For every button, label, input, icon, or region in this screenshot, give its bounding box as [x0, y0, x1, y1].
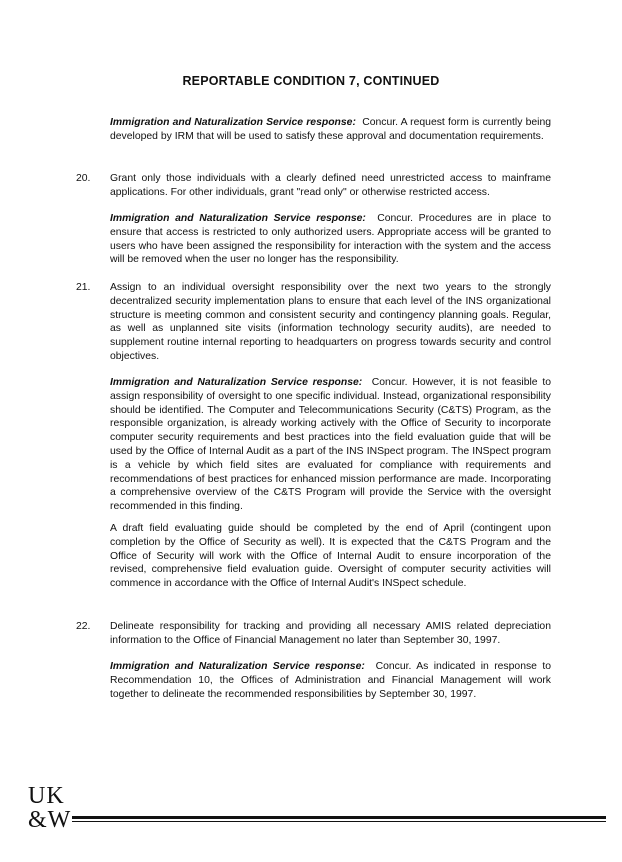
- response-paragraph: [110, 660, 551, 701]
- response-text: Concur. Procedures are in place to ensure that access is restricted to only authorized users. Appropriate access will be granted to users who have been assigned the responsibility for interaction with the system and the access will be removed when the user no longer has the responsibility.: [110, 213, 551, 266]
- response-lead: Immigration and Naturalization Service response:: [110, 377, 363, 388]
- recommendation-text: Assign to an individual oversight responsibility over the next two years to the strongly decentralized security implementation plans to ensure that each level of the INS organizational structure is meeting common and consistent security and contingency planning goals. Regular, as well as unplanned site visits (information technology security audits), are needed to supplement routine internal reporting to headquarters on progress towards security and control objectives.: [110, 282, 551, 362]
- item-number: 21.: [76, 282, 91, 293]
- response-paragraph: [110, 212, 551, 267]
- response-paragraph: [110, 376, 551, 514]
- logo-line2: &W: [28, 807, 72, 833]
- page-title: REPORTABLE CONDITION 7, CONTINUED: [182, 74, 440, 88]
- logo-line1: UK: [28, 783, 65, 809]
- footer-rule: [72, 816, 606, 819]
- response-paragraph: [110, 116, 551, 144]
- firm-logo: [28, 784, 71, 832]
- followup-paragraph: A draft field evaluating guide should be completed by the end of April (contingent upon completion by the Office of Security as well). It is expected that the C&TS Program and the Office of Security will work with the Office of Internal Audit to ensure incorporation of the revised, comprehensive field evaluation guide. Oversight of computer security activities will commence in accordance with the Office of Internal Audit's INSpect schedule.: [110, 523, 551, 590]
- item-number: 22.: [76, 621, 91, 632]
- response-lead: Immigration and Naturalization Service response:: [110, 213, 366, 224]
- response-lead: Immigration and Naturalization Service response:: [110, 117, 356, 128]
- response-lead: Immigration and Naturalization Service response:: [110, 661, 365, 672]
- item-number: 20.: [76, 173, 91, 184]
- response-text: Concur. However, it is not feasible to assign responsibility of oversight to one specific individual. Instead, organizational responsibility should be identified. The Computer and Telecommunications Security (C&TS) Program, as the responsible organization, is already working actively with the Office of Security to incorporate computer security requirements and best practices into the field evaluation guide that will be used by the Office of Internal Audit as a part of the INS INSpect program. The INSpect program is a vehicle by which field sites are evaluated for compliance with requirements and recommendations of best practices for enhanced mission performance are made. Incorporating a comprehensive overview of the C&TS Program will provide the Service with the oversight recommended in this finding.: [110, 377, 551, 513]
- response-text: Concur. A request form is currently being developed by IRM that will be used to satisfy these approval and documentation requirements.: [110, 117, 552, 142]
- response-text: Concur. As indicated in response to Recommendation 10, the Offices of Administration and Financial Management will work together to delineate the recommended responsibilities by September 30, 1997.: [110, 661, 551, 700]
- recommendation-text: Grant only those individuals with a clearly defined need unrestricted access to mainframe applications. For other individuals, grant "read only" or otherwise restricted access.: [110, 173, 551, 198]
- footer-rule-thin: [72, 821, 606, 822]
- recommendation-text: Delineate responsibility for tracking and providing all necessary AMIS related depreciation information to the Office of Financial Management no later than September 30, 1997.: [110, 621, 551, 646]
